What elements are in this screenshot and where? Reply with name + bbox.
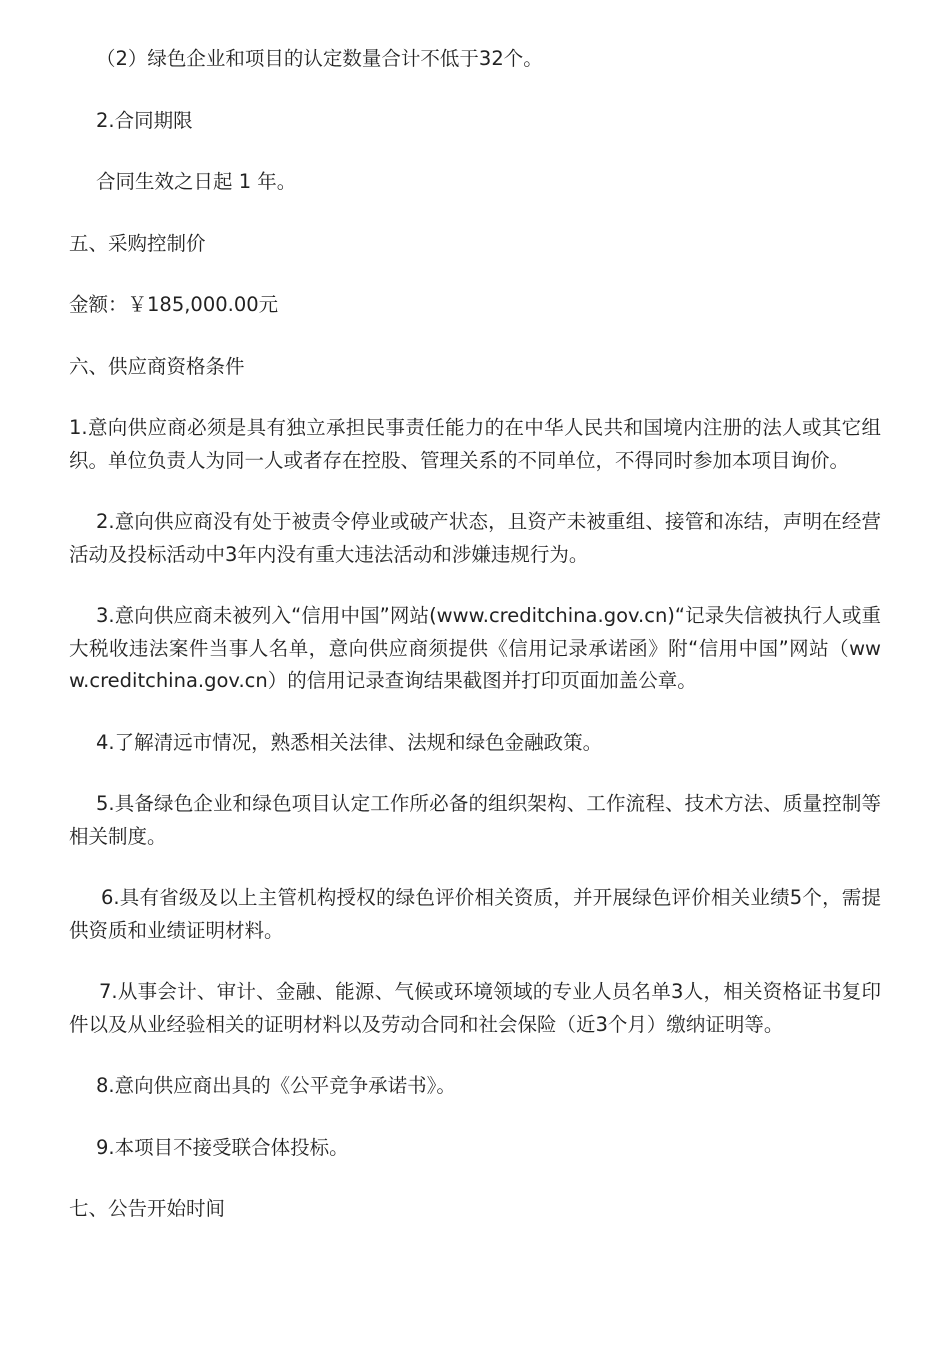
- qualification-item-7: 7.从事会计、审计、金融、能源、气候或环境领域的专业人员名单3人，相关资格证书复印件以及从业经验相关的证明材料以及劳动合同和社会保险（近3个月）缴纳证明等。: [69, 980, 881, 1036]
- control-price-amount: 金额：￥185,000.00元: [69, 293, 279, 316]
- qualification-item-6: 6.具有省级及以上主管机构授权的绿色评价相关资质，并开展绿色评价相关业绩5个，需提供资质和业绩证明材料。: [69, 886, 881, 942]
- item-green-count: （2）绿色企业和项目的认定数量合计不低于32个。: [96, 47, 543, 70]
- qualification-item-8: 8.意向供应商出具的《公平竞争承诺书》。: [96, 1074, 456, 1097]
- heading-control-price: 五、采购控制价: [69, 231, 206, 255]
- qualification-item-1: 1.意向供应商必须是具有独立承担民事责任能力的在中华人民共和国境内注册的法人或其它组织。单位负责人为同一人或者存在控股、管理关系的不同单位，不得同时参加本项目询价。: [69, 416, 881, 472]
- contract-term-text: 合同生效之日起 1 年。: [96, 170, 297, 193]
- qualification-item-2: 2.意向供应商没有处于被责令停业或破产状态，且资产未被重组、接管和冻结，声明在经营活动及投标活动中3年内没有重大违法活动和涉嫌违规行为。: [69, 510, 881, 566]
- document-body: [69, 43, 881, 1255]
- subheading-contract-term: 2.合同期限: [96, 108, 193, 132]
- qualification-item-5: 5.具备绿色企业和绿色项目认定工作所必备的组织架构、工作流程、技术方法、质量控制等相关制度。: [69, 792, 881, 848]
- heading-supplier-qualifications: 六、供应商资格条件: [69, 354, 245, 378]
- qualification-item-3: 3.意向供应商未被列入“信用中国”网站(www.creditchina.gov.cn)“记录失信被执行人或重大税收违法案件当事人名单，意向供应商须提供《信用记录承诺函》附“信用中国”网站（www.creditchina.gov.cn）的信用记录查询结果截图并打印页面加盖公章。: [69, 604, 881, 692]
- heading-announcement-start: 七、公告开始时间: [69, 1197, 226, 1220]
- qualification-item-4: 4.了解清远市情况，熟悉相关法律、法规和绿色金融政策。: [96, 730, 603, 754]
- qualification-item-9: 9.本项目不接受联合体投标。: [96, 1135, 349, 1159]
